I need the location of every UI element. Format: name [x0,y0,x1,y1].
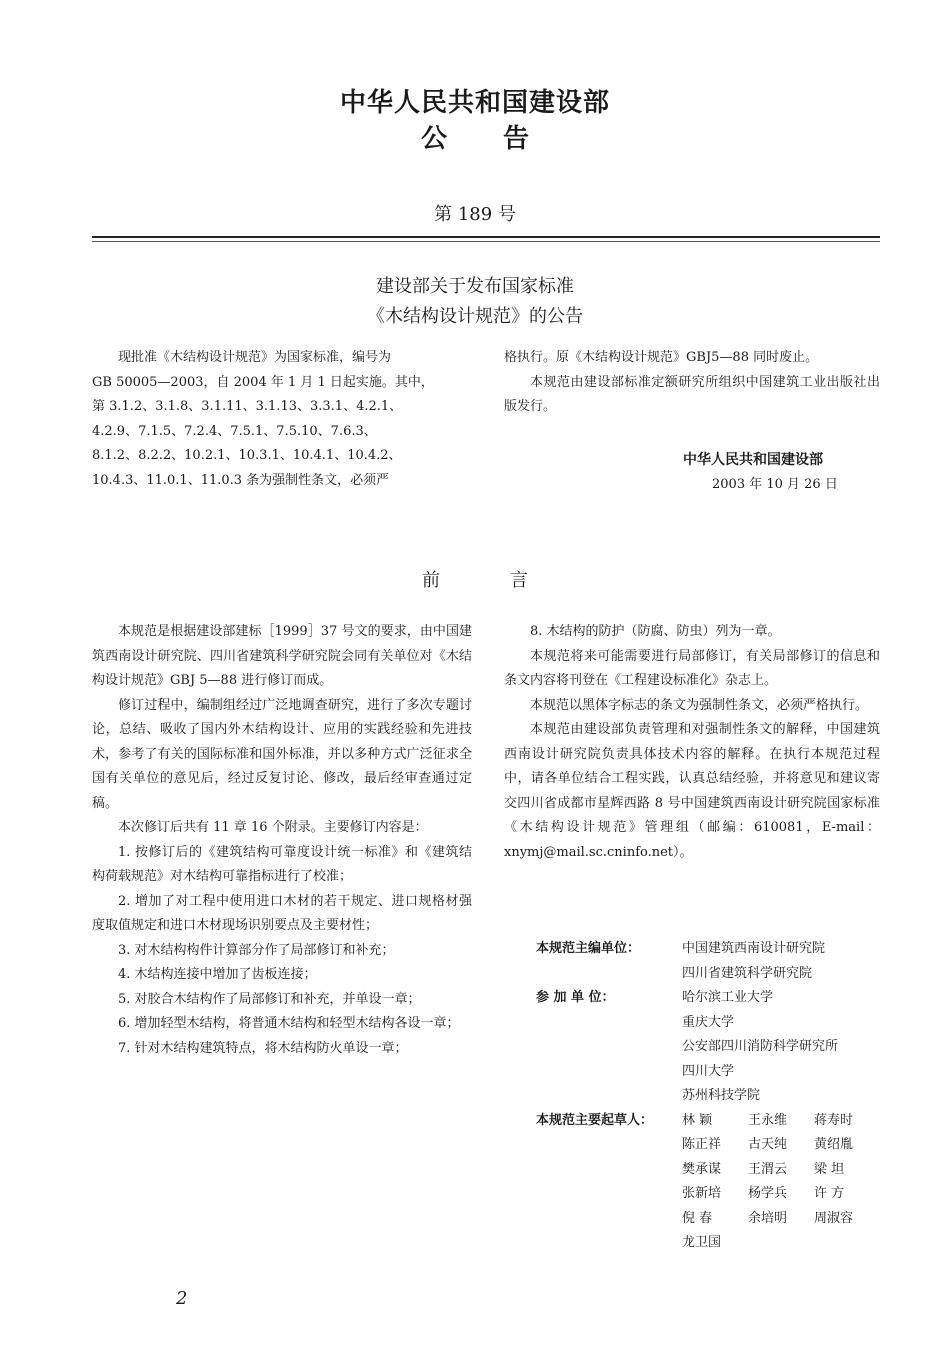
announcement-title-line1: 建设部关于发布国家标准 [376,276,574,297]
drafter-name: 龙卫国 [682,1235,722,1250]
unit-name: 四川大学 [682,1063,735,1079]
announcement-line: 10.4.3、11.0.1、11.0.3 条为强制性条文，必须严 [92,472,390,488]
preface-paragraph: 本规范由建设部负责管理和对强制性条文的解释，中国建筑西南设计研究院负责具体技术内容的解释。在执行本规范过程中，请各单位结合工程实践，认真总结经验，并将意见和建议寄交四川省成都市星辉西路 8 号中国建筑西南设计研究院国家标准《木结构设计规范》管理组（邮编：610081，E-mail：xnymj@mail.sc.cninfo.net）。 [504,722,880,860]
preface-title: 前言 [422,570,598,591]
preface-paragraph: 7. 针对木结构建筑特点，将木结构防火单设一章； [118,1040,408,1056]
preface-paragraph: 2. 增加了对工程中使用进口木材的若干规定、进口规格材强度取值规定和进口木材现场识别要点及主要材性； [92,893,472,933]
preface-paragraph: 本规范是根据建设部建标［1999］37 号文的要求，由中国建筑西南设计研究院、四川省建筑科学研究院会同有关单位对《木结构设计规范》GBJ 5—88 进行修订而成。 [92,624,472,688]
drafter-name: 蒋寿时 [814,1112,854,1128]
announcement-line: 4.2.9、7.1.5、7.2.4、7.5.1、7.5.10、7.6.3、 [92,423,377,439]
drafter-name: 王渭云 [748,1161,788,1177]
preface-paragraph: 1. 按修订后的《建筑结构可靠度设计统一标准》和《建筑结构荷载规范》对木结构可靠指标进行了校准； [92,844,472,884]
credits-label: 本规范主要起草人： [536,1112,654,1128]
announcement-text: 格执行。原《木结构设计规范》GBJ5—88 同时废止。 [504,350,819,365]
drafter-name: 林 颖 [682,1112,713,1128]
credits-value [682,986,880,1109]
drafters-row [536,1109,880,1256]
drafter-name: 樊承谋 [682,1161,722,1177]
unit-name: 中国建筑西南设计研究院 [682,941,826,956]
credits-label: 本规范主编单位： [536,941,641,956]
signature: 中华人民共和国建设部 [683,452,823,468]
announcement-left-column [92,346,472,493]
announcement-title-line2: 《木结构设计规范》的公告 [367,306,583,327]
drafter-name: 周淑容 [814,1210,854,1226]
announcement-right-column [504,346,880,420]
unit-name: 四川省建筑科学研究院 [682,965,813,981]
preface-paragraph: 本规范将来可能需要进行局部修订，有关局部修订的信息和条文内容将刊登在《工程建设标准化》杂志上。 [504,648,880,688]
preface-paragraph: 本次修订后共有 11 章 16 个附录。主要修订内容是： [118,820,428,835]
drafter-name: 杨学兵 [748,1186,788,1201]
announcement-line: 现批准《木结构设计规范》为国家标准，编号为 [118,350,392,365]
preface-paragraph: 6. 增加轻型木结构，将普通木结构和轻型木结构各设一章； [118,1016,460,1031]
preface-paragraph: 5. 对胶合木结构作了局部修订和补充，并单设一章； [118,991,421,1007]
drafter-name: 许 方 [814,1186,845,1201]
announcement-number: 第 189 号 [434,204,516,225]
preface-left-column [92,620,472,1061]
drafter-names [682,1109,880,1256]
drafter-name: 古天纯 [748,1137,788,1152]
drafter-name: 张新培 [682,1186,722,1201]
credits-value [682,937,880,986]
signature-date: 2003 年 10 月 26 日 [712,477,838,492]
page-number: 2 [176,1288,188,1309]
preface-paragraph: 4. 木结构连接中增加了齿板连接； [118,967,317,982]
drafter-name: 王永维 [748,1112,788,1128]
credits-block [536,937,880,1256]
unit-name: 苏州科技学院 [682,1088,761,1103]
preface-paragraph: 3. 对木结构构件计算部分作了局部修订和补充； [118,942,395,958]
participant-units-row [536,986,880,1109]
drafter-name: 黄绍胤 [814,1137,854,1152]
preface-paragraph: 8. 木结构的防护（防腐、防虫）列为一章。 [530,624,781,639]
drafter-name: 倪 春 [682,1210,713,1226]
ministry-title: 中华人民共和国建设部 [339,88,610,118]
announcement-line: 8.1.2、8.2.2、10.2.1、10.3.1、10.4.1、10.4.2、 [92,448,402,463]
announcement-line: 第 3.1.2、3.1.8、3.1.11、3.1.13、3.3.1、4.2.1、 [92,399,403,414]
drafter-name: 梁 坦 [814,1161,845,1177]
header-rule-thin [92,241,880,242]
chief-units-row [536,937,880,986]
drafter-name: 陈正祥 [682,1137,722,1152]
unit-name: 重庆大学 [682,1014,735,1030]
preface-paragraph: 本规范以黑体字标志的条文为强制性条文，必须严格执行。 [530,697,869,713]
doc-type-title: 公告 [420,124,585,154]
credits-label: 参 加 单 位： [536,990,615,1005]
unit-name: 哈尔滨工业大学 [682,990,774,1005]
preface-right-column [504,620,880,865]
header-rule [92,236,880,238]
drafter-name: 余培明 [748,1210,788,1226]
preface-paragraph: 修订过程中，编制组经过广泛地调查研究，进行了多次专题讨论，总结、吸收了国内外木结构设计、应用的实践经验和先进技术，参考了有关的国际标准和国外标准，并以多种方式广泛征求全国有关单位的意见后，经过反复讨论、修改，最后经审查通过定稿。 [92,697,472,811]
announcement-line: GB 50005—2003，自 2004 年 1 月 1 日起实施。其中， [92,374,434,390]
unit-name: 公安部四川消防科学研究所 [682,1039,839,1054]
announcement-text: 本规范由建设部标准定额研究所组织中国建筑工业出版社出版发行。 [504,374,880,414]
